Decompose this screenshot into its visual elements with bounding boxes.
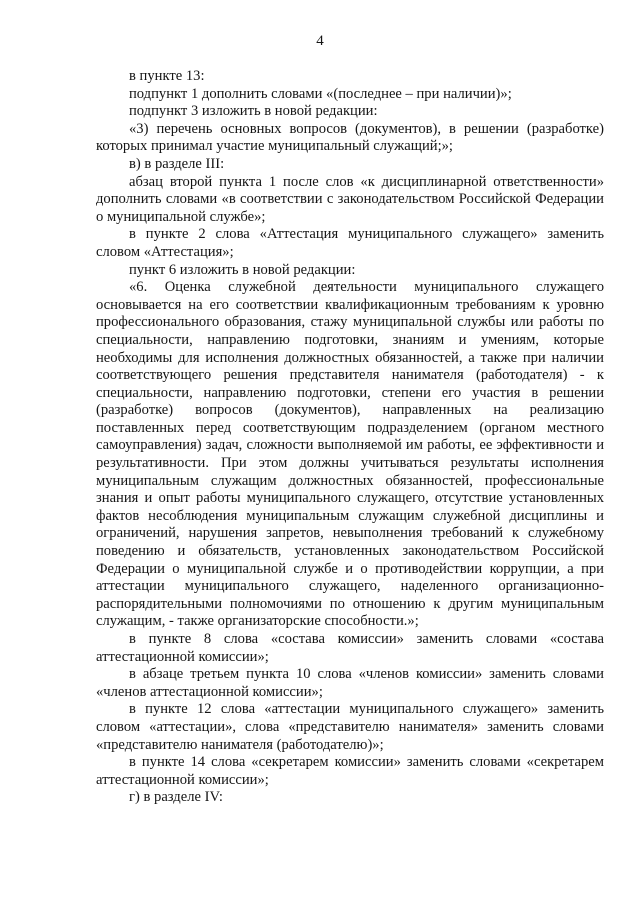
paragraph-item-13: в пункте 13: [129, 68, 205, 84]
paragraph-item-14: в пункте 14 слова «секретарем комиссии» заменить словами «секретарем аттестационной комиссии»; [96, 754, 604, 788]
paragraph-section-iii-item-2: в пункте 2 слова «Аттестация муниципального служащего» заменить словом «Аттестация»; [96, 226, 604, 260]
paragraph-item-6-text: «6. Оценка служебной деятельности муниципального служащего основывается на его соответствии квалификационным требованиям к уровню профессионального образования, стажу муниципальной службы или работы по специальности, направлению подготовки, знаниям и умениям, которые необходимы для исполнения должностных обязанностей, а также при наличии соответствующего решения представителя нанимателя (работодателя) - к специальности, направлению подготовки, степени его участия в решении (разработке) вопросов (документов), направленных на реализацию поставленных перед соответствующим подразделением (органом местного самоуправления) задач, сложности выполняемой им работы, ее эффективности и результативности. При этом должны учитываться результаты исполнения муниципальным служащим должностных обязанностей, профессиональные знания и опыт работы муниципального служащего, отсутствие установленных фактов несоблюдения муниципальным служащим служебной дисциплины и ограничений, нарушения запретов, невыполнения требований к служебному поведению и обязательств, установленных законодательством Российской Федерации о муниципальной службе и о противодействии коррупции, а при аттестации муниципального служащего, наделенного организационно-распорядительными полномочиями по отношению к другим муниципальным служащим, - также организаторские способности.»; [96, 279, 604, 630]
paragraph-section-iv: г) в разделе IV: [129, 789, 223, 806]
paragraph-section-iii: в) в разделе III: [129, 155, 225, 172]
paragraph-subitem-1: подпункт 1 дополнить словами «(последнее – при наличии)»; [129, 85, 512, 102]
paragraph-item-6-intro: пункт 6 изложить в новой редакции: [129, 261, 356, 278]
paragraph-subitem-3-intro: подпункт 3 изложить в новой редакции: [129, 103, 378, 120]
paragraph-section-iii-item-1: абзац второй пункта 1 после слов «к дисциплинарной ответственности» дополнить словами «в соответствии с законодательством Российской Федерации о муниципальной службе»; [96, 173, 604, 225]
document-body [96, 68, 604, 807]
paragraph-item-8: в пункте 8 слова «состава комиссии» заменить словами «состава аттестационной комиссии»; [96, 631, 604, 665]
paragraph-item-10: в абзаце третьем пункта 10 слова «членов комиссии» заменить словами «членов аттестационной комиссии»; [96, 666, 604, 700]
paragraph-subitem-3-text: «3) перечень основных вопросов (документов), в решении (разработке) которых принимал участие муниципальный служащий;»; [96, 120, 604, 155]
paragraph-item-12: в пункте 12 слова «аттестации муниципального служащего» заменить словом «аттестации», слова «представителю нанимателя» заменить словами «представителю нанимателя (работодателю)»; [96, 701, 604, 753]
page-number: 4 [316, 33, 324, 49]
